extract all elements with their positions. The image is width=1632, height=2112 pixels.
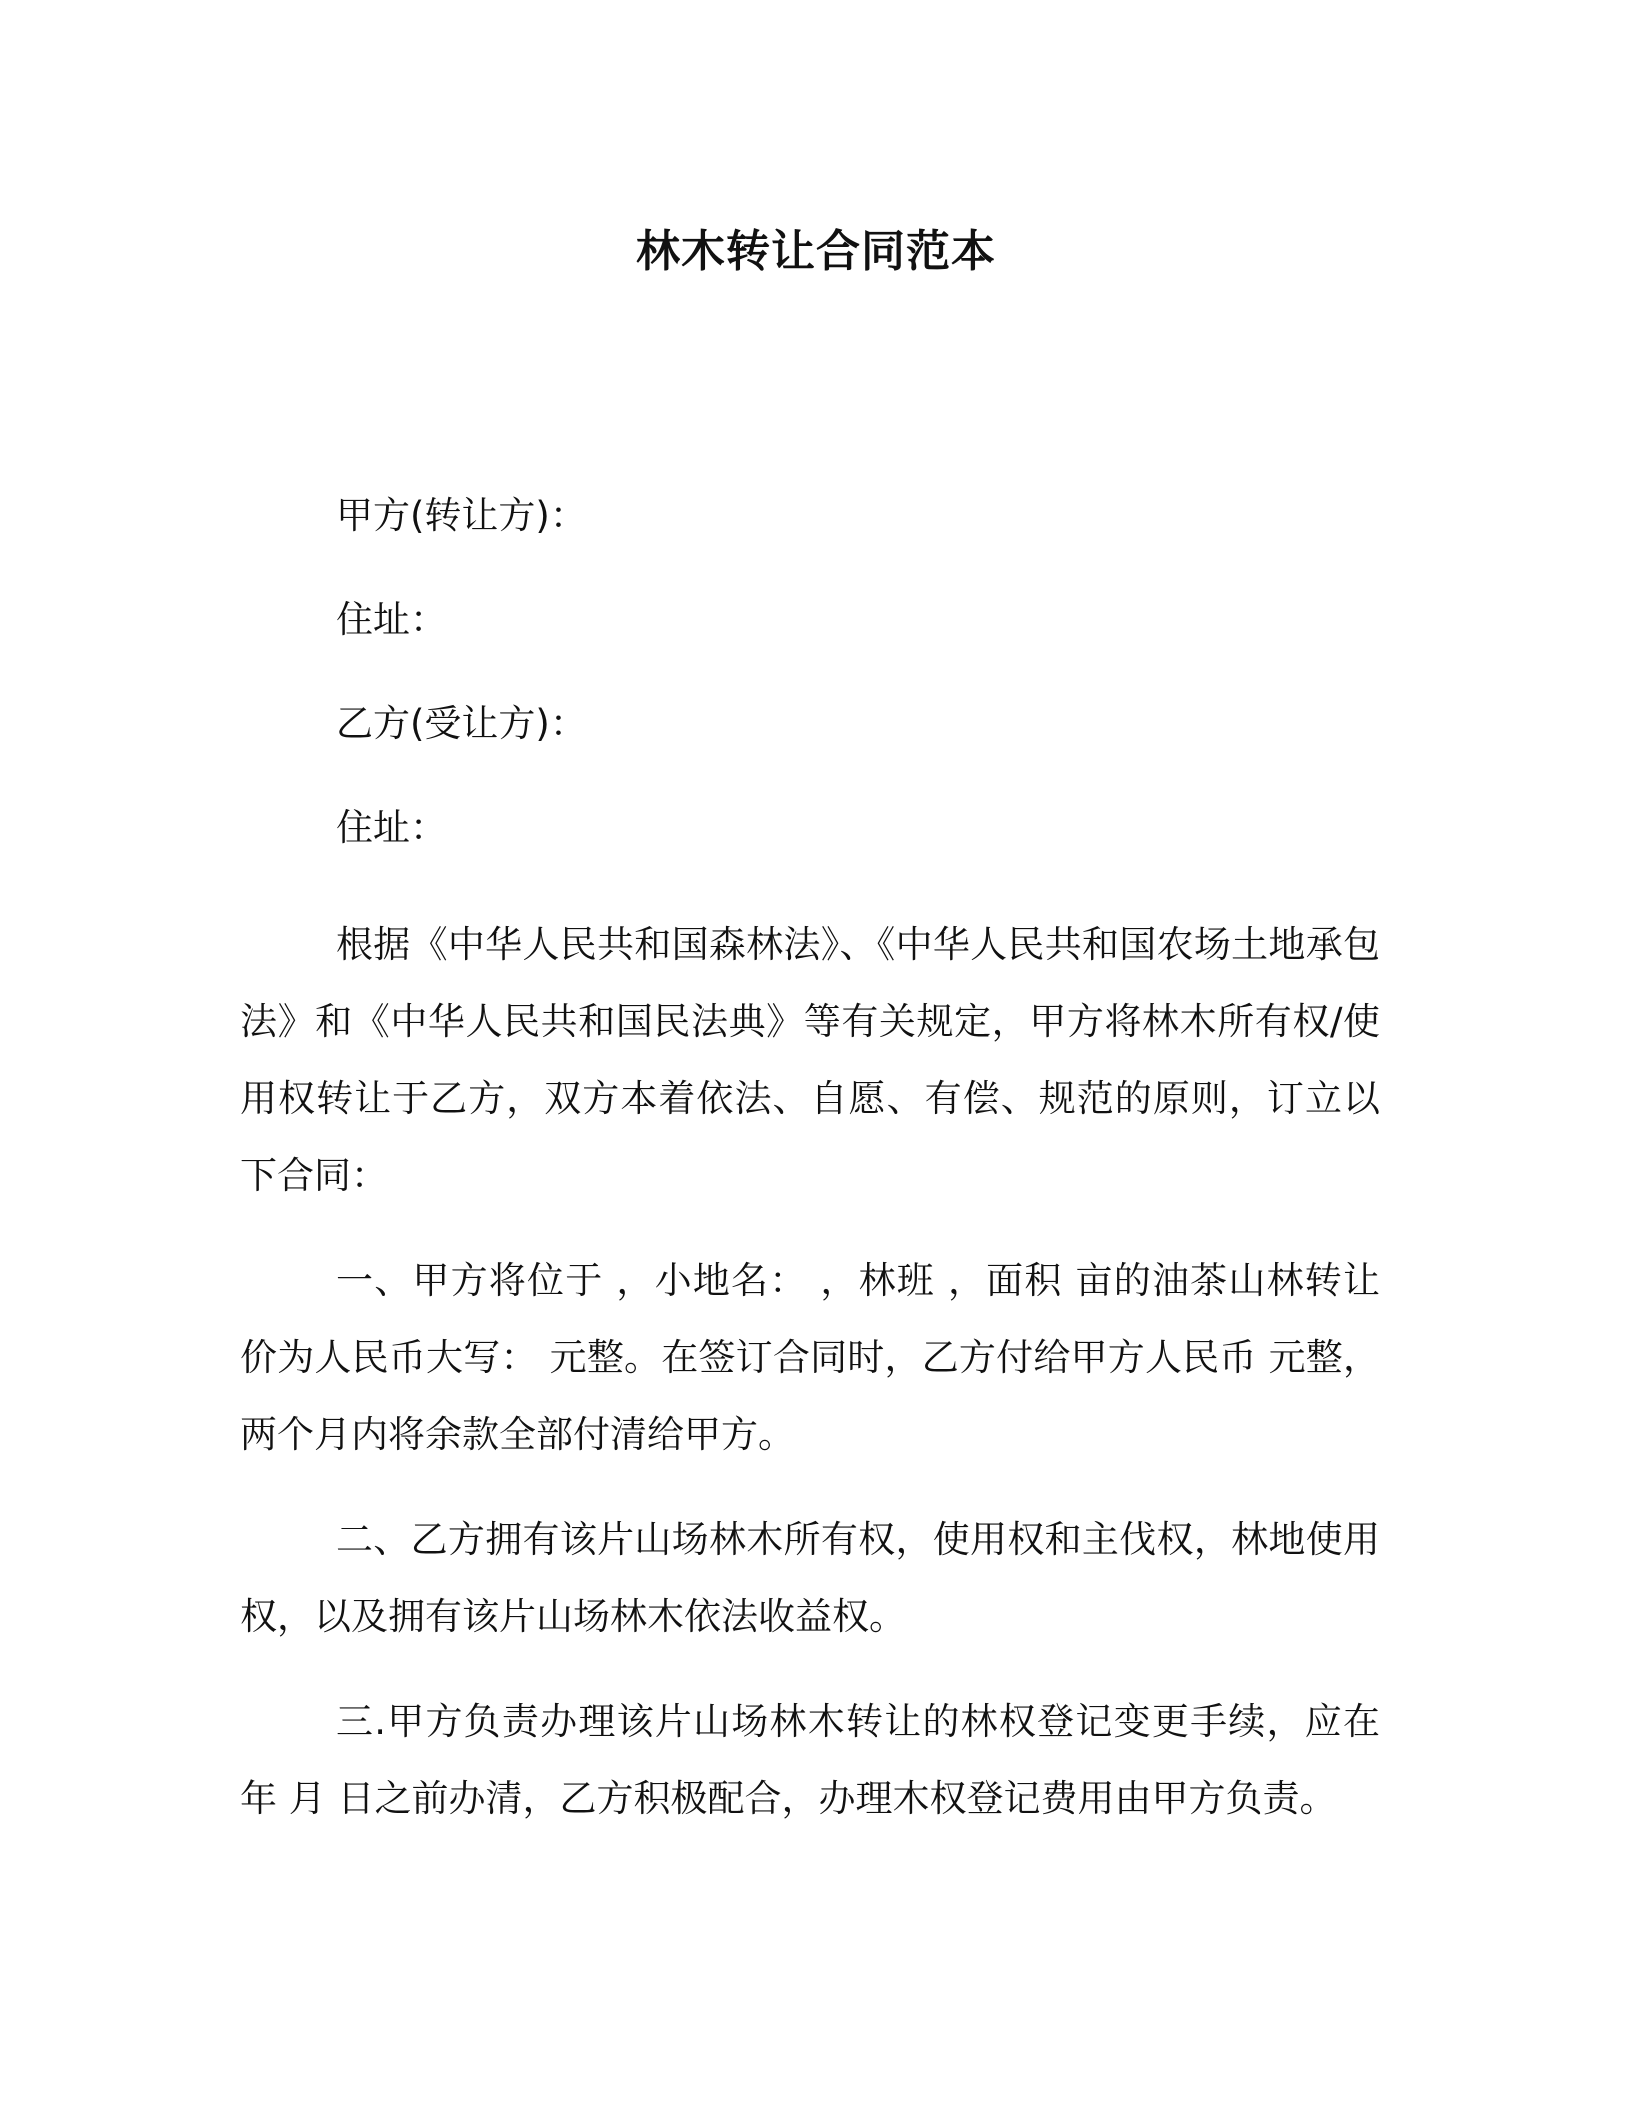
clause-3-paragraph: 三.甲方负责办理该片山场林木转让的林权登记变更手续，应在 年 月 日之前办清，乙方积极配合，办理木权登记费用由甲方负责。 xyxy=(240,1700,1380,1820)
clause-1-paragraph: 一、甲方将位于 ，小地名： ，林班 ，面积 亩的油茶山林转让价为人民币大写： 元整。在签订合同时，乙方付给甲方人民币 元整，两个月内将余款全部付清给甲方。 xyxy=(240,1259,1380,1456)
party-b-field: 乙方(受让方)： xyxy=(336,702,587,745)
preamble-paragraph: 根据《中华人民共和国森林法》、《中华人民共和国农场土地承包法》和《中华人民共和国民法典》等有关规定，甲方将林木所有权/使用权转让于乙方，双方本着依法、自愿、有偿、规范的原则，订立以下合同： xyxy=(240,923,1380,1197)
party-a-address-field: 住址： xyxy=(336,598,447,641)
document-title: 林木转让合同范本 xyxy=(636,226,996,277)
clause-2-paragraph: 二、乙方拥有该片山场林木所有权，使用权和主伐权，林地使用权，以及拥有该片山场林木依法收益权。 xyxy=(240,1518,1380,1638)
document-body xyxy=(240,490,1380,1865)
party-b-address-field: 住址： xyxy=(336,806,447,849)
party-a-field: 甲方(转让方)： xyxy=(336,494,587,537)
